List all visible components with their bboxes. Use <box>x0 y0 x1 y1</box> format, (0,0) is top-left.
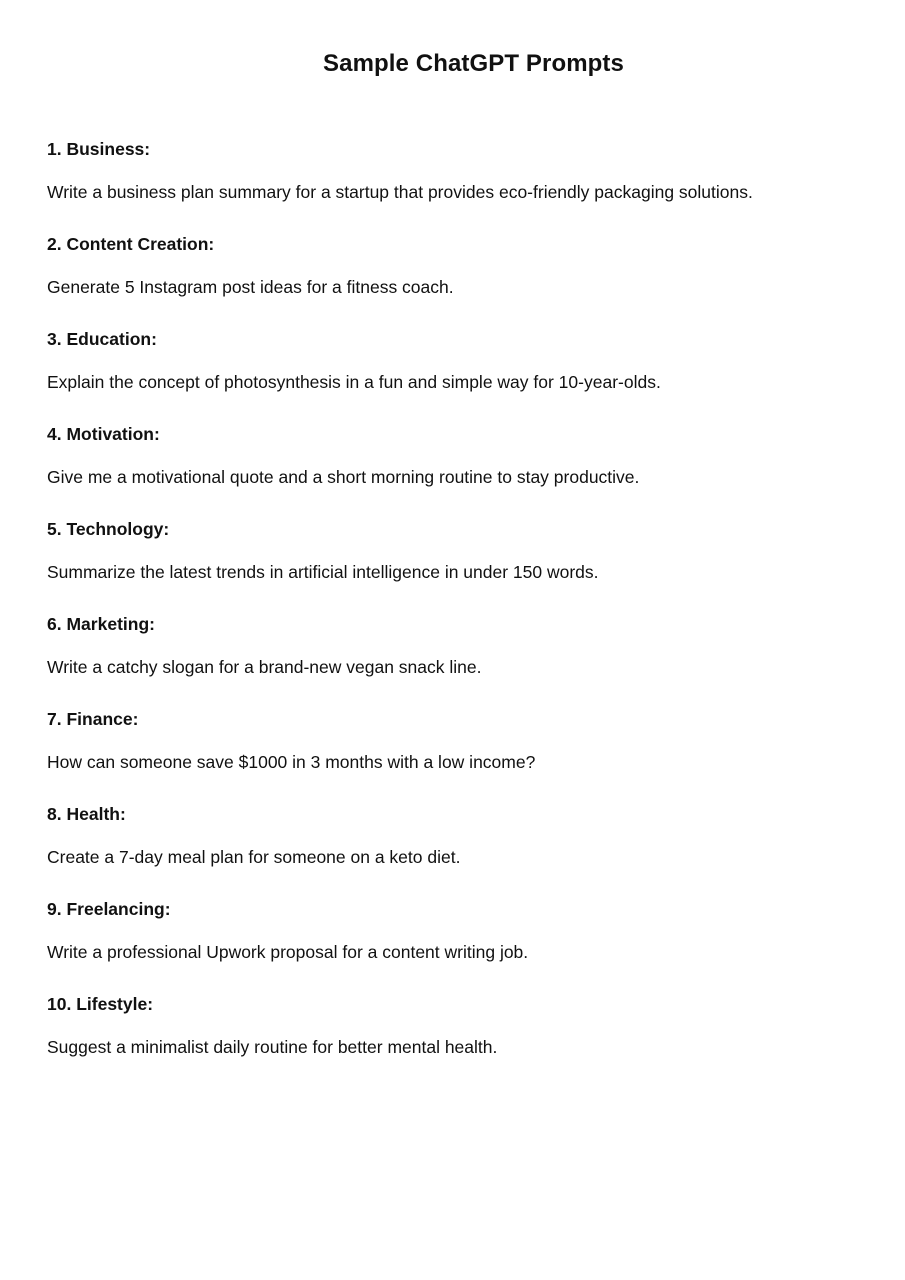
prompt-section <box>47 137 858 232</box>
section-number: 2. <box>47 234 62 254</box>
section-category: Freelancing: <box>66 899 171 919</box>
section-number: 6. <box>47 614 62 634</box>
prompt-list <box>47 137 858 1087</box>
section-category: Content Creation: <box>66 234 215 254</box>
prompt-text: Write a catchy slogan for a brand-new vegan snack line. <box>47 657 482 677</box>
prompt-text: Write a professional Upwork proposal for a content writing job. <box>47 942 529 962</box>
prompt-section <box>47 517 858 612</box>
section-heading <box>47 232 858 256</box>
section-heading <box>47 802 858 826</box>
prompt-section <box>47 327 858 422</box>
section-category: Health: <box>66 804 126 824</box>
prompt-section <box>47 707 858 802</box>
section-number: 9. <box>47 899 62 919</box>
section-category: Business: <box>66 139 151 159</box>
prompt-text: Create a 7-day meal plan for someone on a keto diet. <box>47 847 461 867</box>
section-heading <box>47 707 858 731</box>
section-number: 4. <box>47 424 62 444</box>
section-heading <box>47 137 858 161</box>
section-heading <box>47 612 858 636</box>
section-category: Education: <box>66 329 157 349</box>
prompt-section <box>47 992 858 1087</box>
prompt-text: Write a business plan summary for a startup that provides eco-friendly packaging solutions. <box>47 182 753 202</box>
section-number: 8. <box>47 804 62 824</box>
prompt-section <box>47 802 858 897</box>
section-number: 1. <box>47 139 62 159</box>
section-number: 3. <box>47 329 62 349</box>
section-heading <box>47 422 858 446</box>
section-category: Finance: <box>66 709 139 729</box>
prompt-section <box>47 897 858 992</box>
section-number: 7. <box>47 709 62 729</box>
document-title: Sample ChatGPT Prompts <box>323 50 624 77</box>
section-number: 5. <box>47 519 62 539</box>
section-category: Marketing: <box>66 614 155 634</box>
prompt-text: Give me a motivational quote and a short morning routine to stay productive. <box>47 467 640 487</box>
section-heading <box>47 897 858 921</box>
section-heading <box>47 517 858 541</box>
prompt-text: Generate 5 Instagram post ideas for a fitness coach. <box>47 277 454 297</box>
prompt-section <box>47 232 858 327</box>
prompt-text: Suggest a minimalist daily routine for better mental health. <box>47 1037 498 1057</box>
prompt-section <box>47 612 858 707</box>
section-heading <box>47 327 858 351</box>
section-category: Lifestyle: <box>76 994 154 1014</box>
prompt-text: How can someone save $1000 in 3 months with a low income? <box>47 752 536 772</box>
section-heading <box>47 992 858 1016</box>
prompt-section <box>47 422 858 517</box>
prompt-text: Explain the concept of photosynthesis in a fun and simple way for 10-year-olds. <box>47 372 661 392</box>
section-number: 10. <box>47 994 72 1014</box>
section-category: Technology: <box>66 519 170 539</box>
section-category: Motivation: <box>66 424 160 444</box>
prompt-text: Summarize the latest trends in artificial intelligence in under 150 words. <box>47 562 599 582</box>
